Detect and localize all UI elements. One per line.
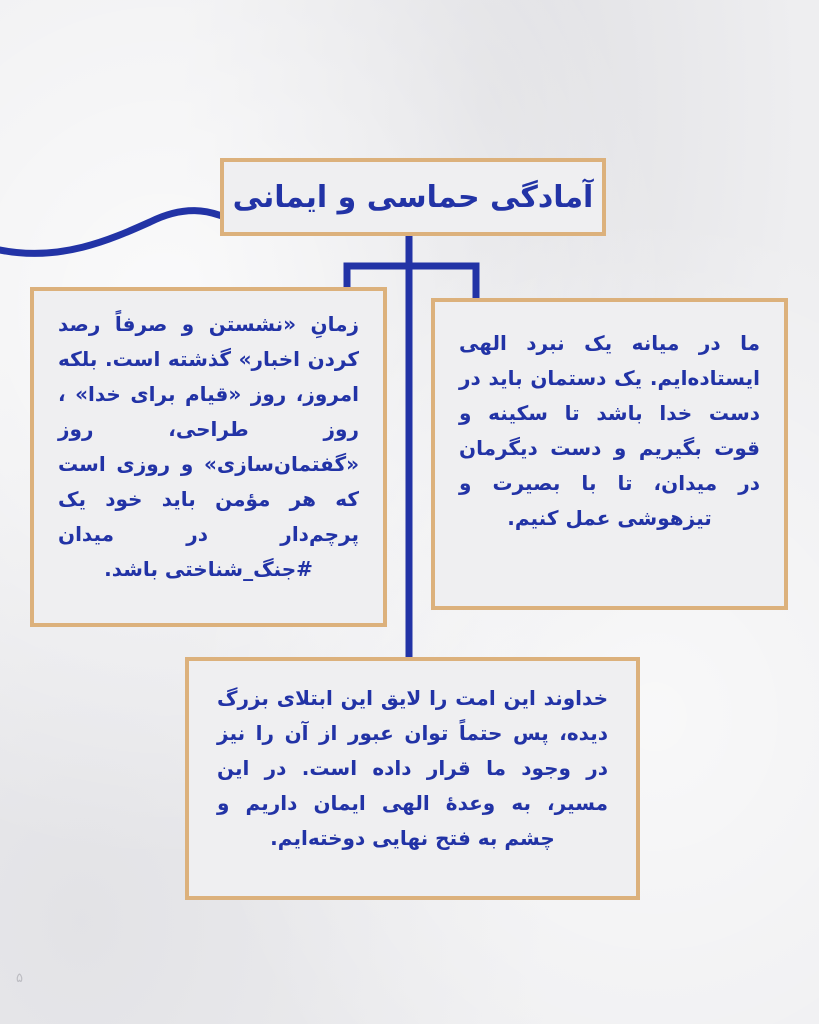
bottom-box-text: خداوند این امت را لایق این ابتلای بزرگ دیده، پس حتماً توان عبور از آن را نیز در وجود ما قرار داده است. در این مسیر، به وعدهٔ الهی ایمان داریم و چشم به فتح نهایی دوخته‌ایم. [217, 686, 608, 850]
bottom-text-box [185, 657, 640, 900]
left-box-text: زمانِ «نشستن و صرفاً رصد کردن اخبار» گذشته است. بلکه امروز، روز «قیام برای خدا» ، روز طراحی، روز «گفتمان‌سازی» و روزی است که هر مؤمن باید خود یک پرچم‌دار در میدان #جنگ_شناختی باشد. [58, 312, 359, 581]
left-text-box [30, 287, 387, 627]
branch-right [409, 266, 476, 300]
page-number: ۵ [16, 971, 23, 986]
wave-line [0, 211, 222, 254]
right-text-box [431, 298, 788, 610]
branch-left [347, 266, 409, 287]
title-box [220, 158, 606, 236]
right-box-text: ما در میانه یک نبرد الهی ایستاده‌ایم. یک دستمان باید در دست خدا باشد تا سکینه و قوت بگیریم و دست دیگرمان در میدان، تا با بصیرت و تیزهوشی عمل کنیم. [459, 331, 760, 530]
page-title: آمادگی حماسی و ایمانی [232, 179, 594, 215]
